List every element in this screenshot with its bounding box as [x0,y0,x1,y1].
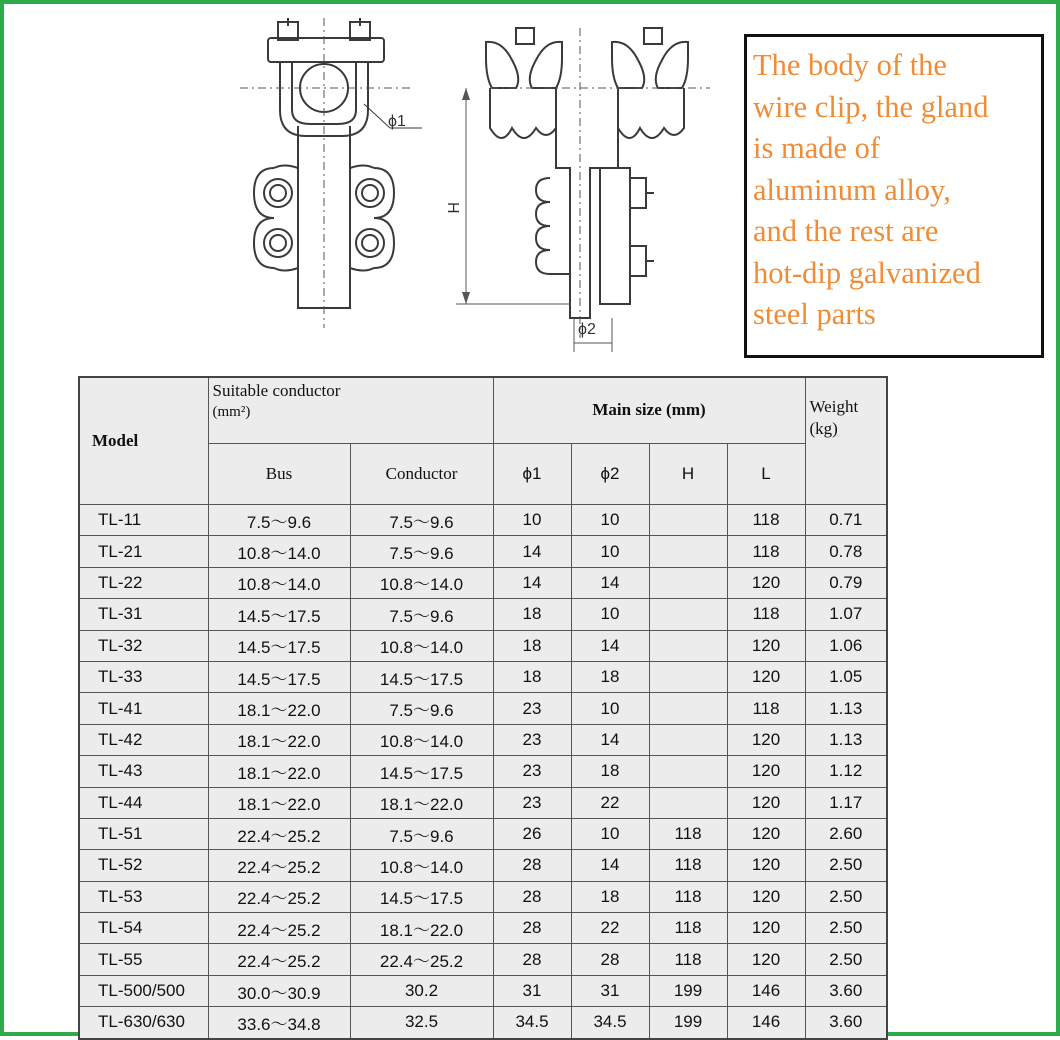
table-row [79,944,887,975]
material-note-box [744,34,1044,358]
cell-model: TL-51 [79,818,208,849]
cell-phi1: 31 [493,975,571,1006]
table-row [79,756,887,787]
label-phi1: ϕ1 [388,113,406,130]
cell-l: 120 [727,756,805,787]
cell-l: 120 [727,944,805,975]
table-row [79,818,887,849]
cell-bus: 14.5～17.5 [208,630,350,661]
header-phi1: ϕ1 [493,443,571,504]
cell-h [649,536,727,567]
cell-bus: 18.1～22.0 [208,756,350,787]
cell-phi1: 18 [493,630,571,661]
cell-h [649,787,727,818]
cell-phi1: 28 [493,913,571,944]
cell-h [649,567,727,598]
table-row [79,536,887,567]
cell-weight: 1.05 [805,661,887,692]
cell-bus: 30.0～30.9 [208,975,350,1006]
header-bus: Bus [208,443,350,504]
cell-l: 146 [727,975,805,1006]
table-row [79,505,887,536]
cell-l: 120 [727,567,805,598]
cell-conductor: 18.1～22.0 [350,787,493,818]
table-row [79,975,887,1006]
cell-h: 118 [649,850,727,881]
cell-conductor: 10.8～14.0 [350,630,493,661]
cell-phi1: 26 [493,818,571,849]
cell-bus: 7.5～9.6 [208,505,350,536]
header-model: Model [79,377,208,505]
cell-phi1: 23 [493,787,571,818]
cell-l: 120 [727,630,805,661]
table-row [79,1007,887,1039]
table-row [79,724,887,755]
cell-h [649,661,727,692]
table-row [79,881,887,912]
cell-bus: 10.8～14.0 [208,567,350,598]
cell-l: 120 [727,913,805,944]
cell-phi1: 28 [493,850,571,881]
clamp-technical-drawing [240,18,720,358]
cell-weight: 2.50 [805,850,887,881]
cell-phi1: 23 [493,724,571,755]
header-phi2: ϕ2 [571,443,649,504]
note-line: hot-dip galvanized [753,255,981,290]
cell-h [649,630,727,661]
cell-h: 118 [649,913,727,944]
cell-phi1: 18 [493,661,571,692]
header-conductor: Conductor [350,443,493,504]
cell-h [649,693,727,724]
cell-conductor: 18.1～22.0 [350,913,493,944]
cell-bus: 18.1～22.0 [208,787,350,818]
cell-weight: 3.60 [805,1007,887,1039]
cell-l: 120 [727,724,805,755]
cell-h: 118 [649,944,727,975]
cell-model: TL-21 [79,536,208,567]
cell-bus: 22.4～25.2 [208,850,350,881]
header-weight-line2: (kg) [809,419,838,438]
cell-conductor: 14.5～17.5 [350,881,493,912]
note-line: steel parts [753,297,876,331]
table-row [79,661,887,692]
table-header-row-1 [79,377,887,443]
cell-phi1: 34.5 [493,1007,571,1039]
cell-bus: 18.1～22.0 [208,724,350,755]
cell-l: 120 [727,850,805,881]
cell-model: TL-43 [79,756,208,787]
cell-model: TL-44 [79,787,208,818]
cell-model: TL-11 [79,505,208,536]
label-h: H [444,202,461,214]
cell-phi2: 18 [571,881,649,912]
cell-model: TL-33 [79,661,208,692]
spec-table-wrapper [78,376,888,1040]
cell-l: 120 [727,818,805,849]
header-weight [805,377,887,505]
cell-phi1: 28 [493,881,571,912]
cell-l: 120 [727,787,805,818]
cell-weight: 0.71 [805,505,887,536]
cell-weight: 0.78 [805,536,887,567]
cell-weight: 3.60 [805,975,887,1006]
cell-h: 199 [649,1007,727,1039]
cell-model: TL-500/500 [79,975,208,1006]
cell-weight: 2.50 [805,913,887,944]
cell-phi2: 10 [571,818,649,849]
header-weight-line1: Weight [809,397,859,416]
cell-conductor: 32.5 [350,1007,493,1039]
cell-bus: 22.4～25.2 [208,881,350,912]
cell-weight: 1.13 [805,693,887,724]
note-line: The body of the [753,48,947,82]
cell-phi2: 10 [571,599,649,630]
table-row [79,787,887,818]
header-h: H [649,443,727,504]
cell-h: 118 [649,881,727,912]
cell-phi2: 22 [571,913,649,944]
cell-phi1: 28 [493,944,571,975]
cell-bus: 22.4～25.2 [208,818,350,849]
cell-l: 118 [727,505,805,536]
cell-phi2: 14 [571,850,649,881]
cell-model: TL-32 [79,630,208,661]
table-row [79,913,887,944]
cell-conductor: 7.5～9.6 [350,599,493,630]
cell-weight: 1.06 [805,630,887,661]
cell-phi1: 23 [493,756,571,787]
cell-weight: 2.60 [805,818,887,849]
note-line: aluminum alloy, [753,172,951,207]
cell-weight: 2.50 [805,881,887,912]
cell-weight: 1.17 [805,787,887,818]
cell-bus: 14.5～17.5 [208,661,350,692]
cell-l: 118 [727,599,805,630]
cell-conductor: 10.8～14.0 [350,724,493,755]
cell-phi2: 10 [571,536,649,567]
cell-conductor: 22.4～25.2 [350,944,493,975]
cell-conductor: 10.8～14.0 [350,850,493,881]
cell-bus: 22.4～25.2 [208,913,350,944]
table-row [79,693,887,724]
table-row [79,567,887,598]
cell-phi1: 23 [493,693,571,724]
note-line: is made of [753,131,881,165]
cell-phi2: 14 [571,630,649,661]
cell-weight: 1.13 [805,724,887,755]
cell-model: TL-53 [79,881,208,912]
cell-conductor: 7.5～9.6 [350,536,493,567]
cell-phi2: 18 [571,756,649,787]
header-suitable-title: Suitable conductor [212,381,341,400]
table-row [79,599,887,630]
cell-l: 118 [727,536,805,567]
cell-h [649,724,727,755]
cell-conductor: 14.5～17.5 [350,661,493,692]
label-phi2: ϕ2 [578,321,596,338]
table-row [79,630,887,661]
cell-bus: 22.4～25.2 [208,944,350,975]
cell-model: TL-22 [79,567,208,598]
cell-h [649,505,727,536]
cell-bus: 18.1～22.0 [208,693,350,724]
cell-weight: 2.50 [805,944,887,975]
header-l: L [727,443,805,504]
cell-weight: 1.07 [805,599,887,630]
cell-phi2: 14 [571,724,649,755]
cell-phi2: 34.5 [571,1007,649,1039]
cell-phi2: 10 [571,693,649,724]
cell-bus: 14.5～17.5 [208,599,350,630]
cell-phi2: 18 [571,661,649,692]
header-suitable-conductor [208,377,493,443]
cell-conductor: 7.5～9.6 [350,693,493,724]
cell-model: TL-42 [79,724,208,755]
cell-phi2: 10 [571,505,649,536]
note-line: wire clip, the gland [753,89,989,124]
cell-h [649,599,727,630]
cell-h: 118 [649,818,727,849]
cell-phi2: 22 [571,787,649,818]
cell-model: TL-31 [79,599,208,630]
cell-bus: 10.8～14.0 [208,536,350,567]
cell-conductor: 7.5～9.6 [350,818,493,849]
cell-model: TL-54 [79,913,208,944]
cell-phi1: 14 [493,567,571,598]
cell-l: 146 [727,1007,805,1039]
cell-l: 118 [727,693,805,724]
cell-conductor: 14.5～17.5 [350,756,493,787]
cell-conductor: 30.2 [350,975,493,1006]
cell-model: TL-630/630 [79,1007,208,1039]
cell-phi1: 10 [493,505,571,536]
cell-phi2: 28 [571,944,649,975]
header-main-size: Main size (mm) [493,377,805,443]
cell-l: 120 [727,881,805,912]
cell-phi2: 31 [571,975,649,1006]
cell-conductor: 10.8～14.0 [350,567,493,598]
cell-phi2: 14 [571,567,649,598]
cell-phi1: 14 [493,536,571,567]
cell-model: TL-41 [79,693,208,724]
cell-weight: 0.79 [805,567,887,598]
cell-l: 120 [727,661,805,692]
table-row [79,850,887,881]
spec-table [78,376,888,1040]
cell-model: TL-55 [79,944,208,975]
header-suitable-unit: (mm²) [212,404,251,420]
cell-weight: 1.12 [805,756,887,787]
cell-h: 199 [649,975,727,1006]
cell-conductor: 7.5～9.6 [350,505,493,536]
cell-phi1: 18 [493,599,571,630]
cell-bus: 33.6～34.8 [208,1007,350,1039]
note-line: and the rest are [753,214,939,248]
cell-model: TL-52 [79,850,208,881]
cell-h [649,756,727,787]
